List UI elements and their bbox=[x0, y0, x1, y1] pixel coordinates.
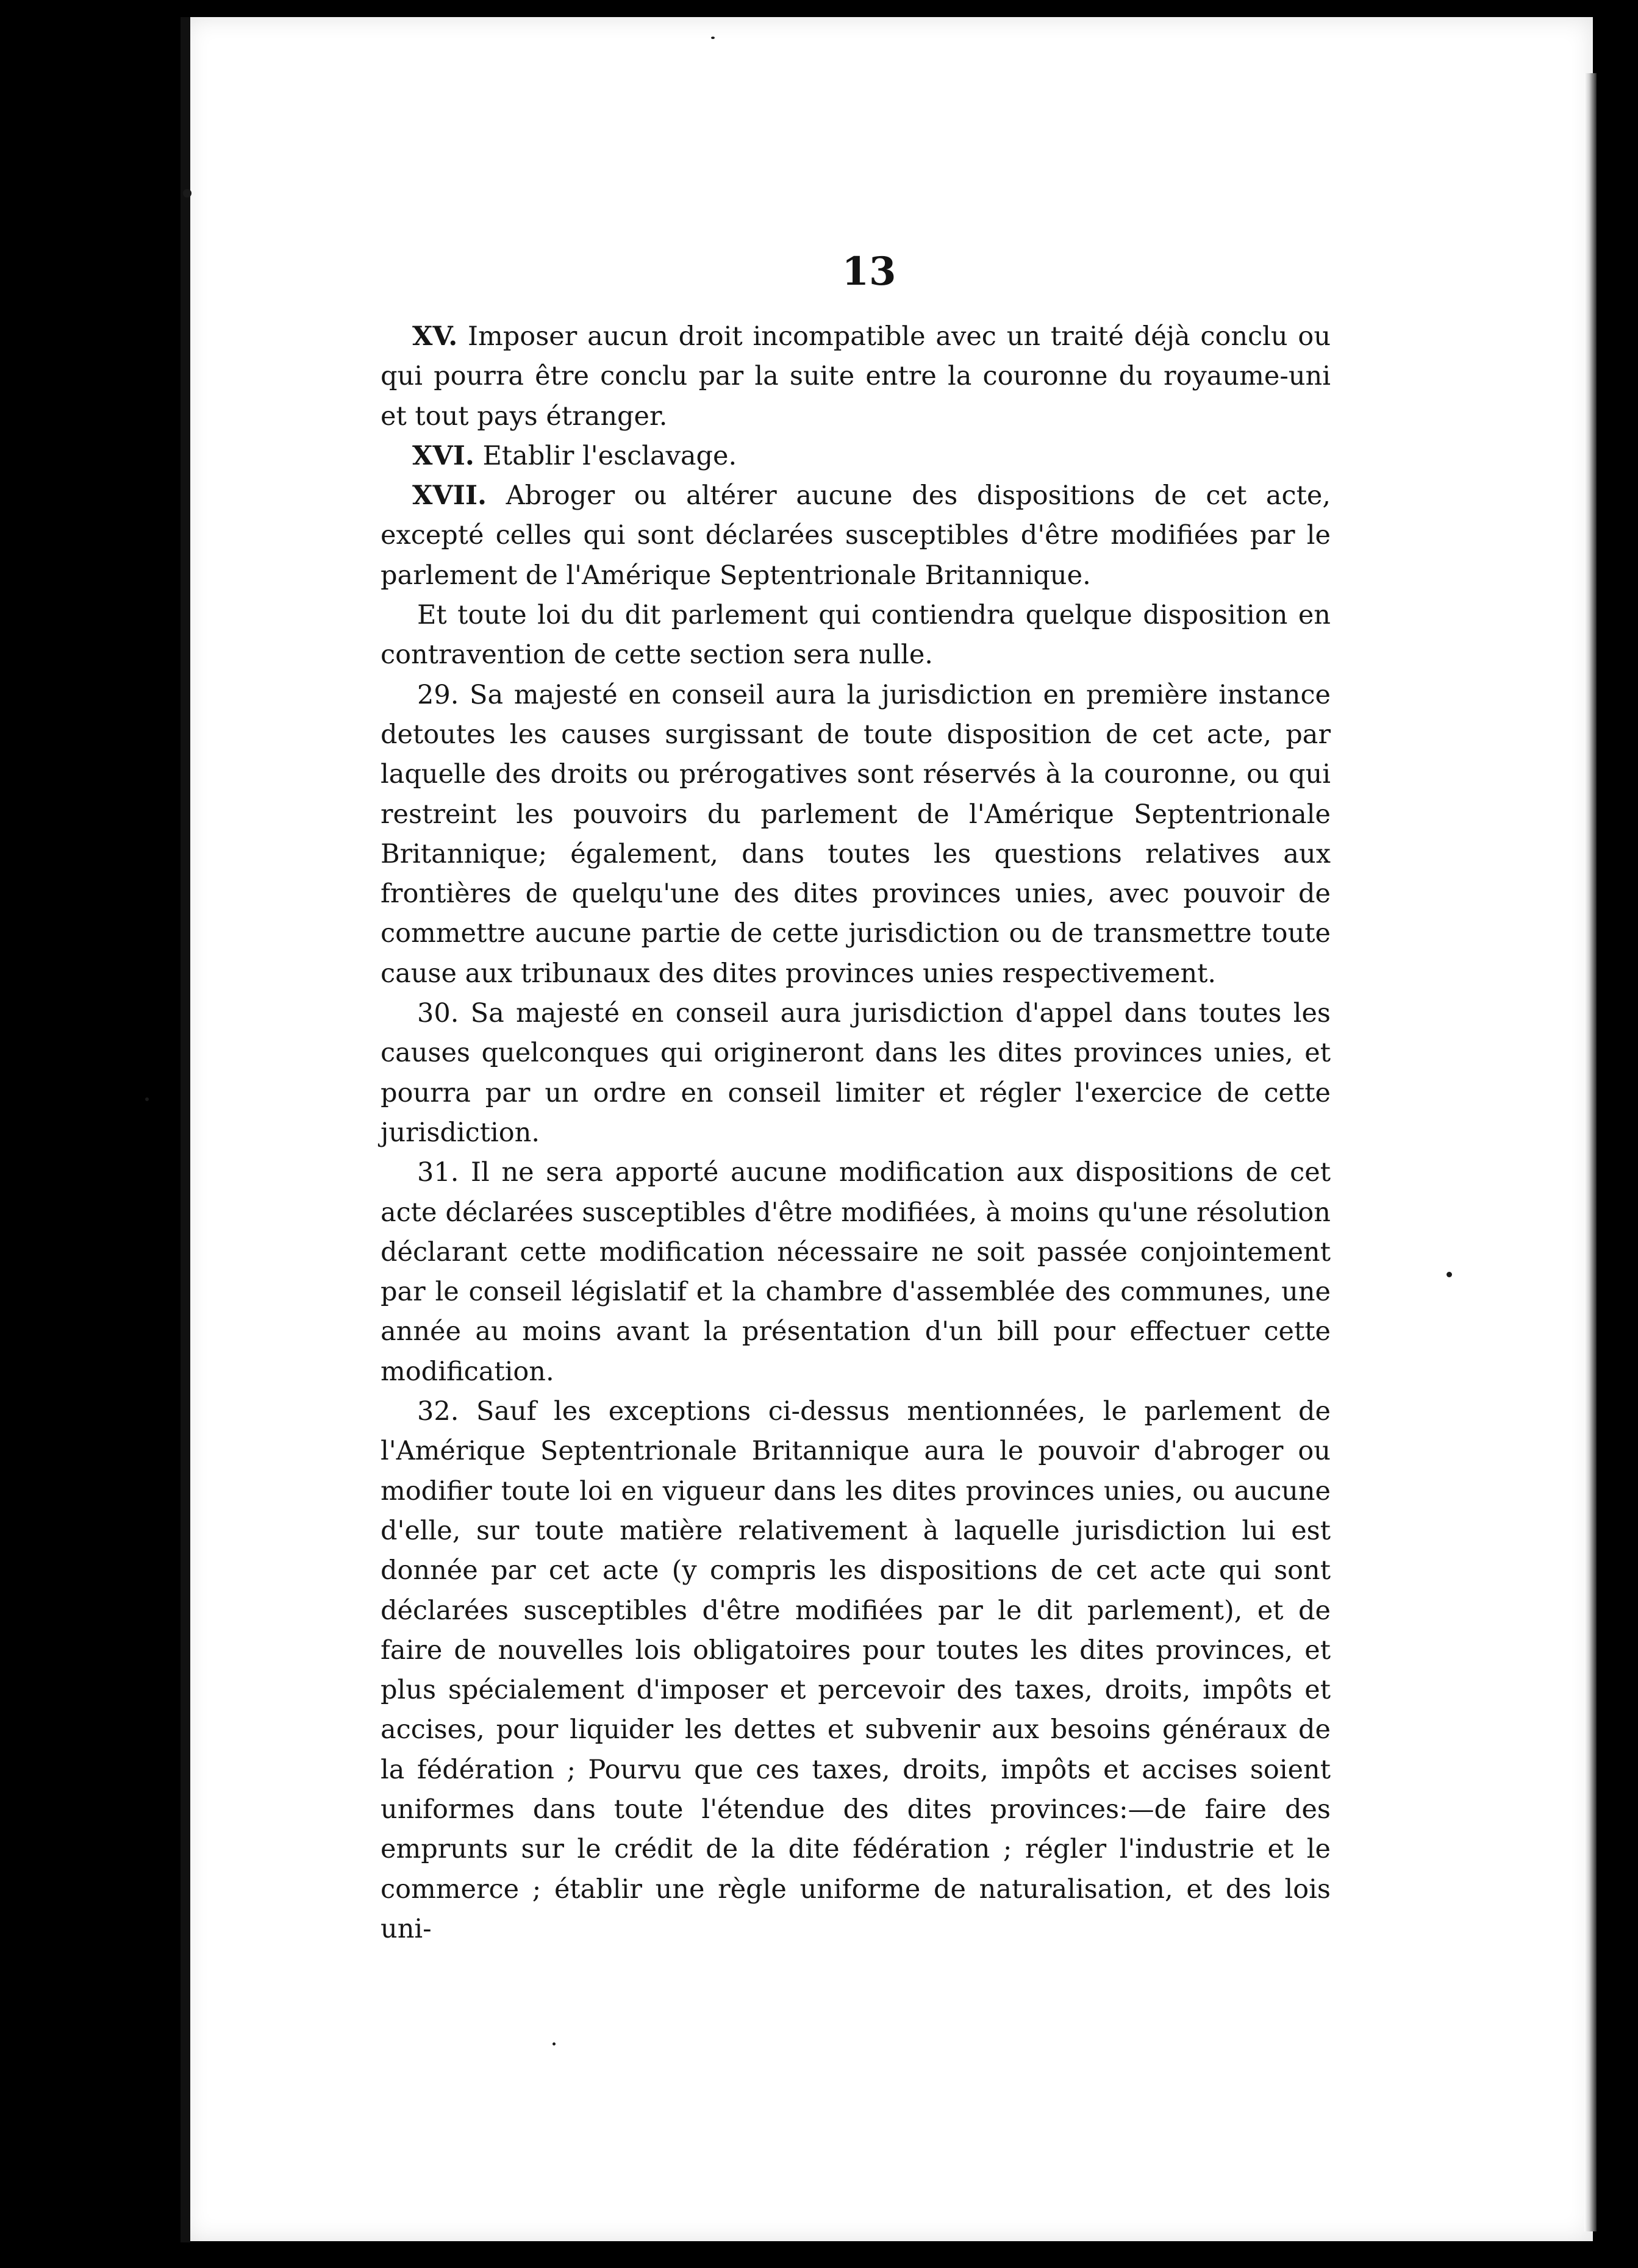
paragraph-xvii bbox=[381, 476, 1331, 596]
section-label: 31. bbox=[417, 1157, 459, 1188]
section-label: 30. bbox=[417, 998, 459, 1029]
paragraph-text: Sa majesté en conseil aura jurisdiction d'appel dans toutes les causes quelconques qui origineront dans les dites provinces unies, et pourra par un ordre en conseil limiter et régler l'exercice de cette jurisdiction. bbox=[381, 998, 1331, 1148]
paragraph-text: Il ne sera apporté aucune modification aux dispositions de cet acte déclarées susceptibles d'être modifiées, à moins qu'une résolution déclarant cette modification nécessaire ne soit passée conjointement par le conseil législatif et la chambre d'assemblée des communes, une année au moins avant la présentation d'un bill pour effectuer cette modification. bbox=[381, 1157, 1331, 1387]
paragraph-30 bbox=[381, 994, 1331, 1153]
paragraph-text: Abroger ou altérer aucune des dispositions de cet acte, excepté celles qui sont déclarées susceptibles d'être modifiées par le parlement de l'Amérique Septentrionale Britannique. bbox=[381, 480, 1331, 591]
paragraph-32 bbox=[381, 1392, 1331, 1949]
speck-mark bbox=[553, 2042, 556, 2045]
paragraph-xv bbox=[381, 317, 1331, 437]
page-edge-shadow bbox=[1584, 73, 1597, 2231]
paragraph-text: Etablir l'esclavage. bbox=[482, 440, 737, 471]
paragraph-xvi bbox=[381, 437, 1331, 476]
section-label: 32. bbox=[417, 1396, 459, 1427]
paragraph-29 bbox=[381, 676, 1331, 994]
paragraph-31 bbox=[381, 1153, 1331, 1392]
paragraph-text: Et toute loi du dit parlement qui contiendra quelque disposition en contravention de cette section sera nulle. bbox=[381, 600, 1331, 671]
speck-mark bbox=[145, 1097, 149, 1101]
speck-mark bbox=[183, 189, 191, 198]
section-label: 29. bbox=[417, 679, 459, 710]
paragraph-text: Imposer aucun droit incompatible avec un traité déjà conclu ou qui pourra être conclu par la suite entre la couronne du royaume-uni et tout pays étranger. bbox=[381, 321, 1331, 432]
paragraph-text: Sauf les exceptions ci-dessus mentionnées, le parlement de l'Amérique Septentrionale Britannique aura le pouvoir d'abroger ou modifier toute loi en vigueur dans les dites provinces unies, ou aucune d'elle, sur toute matière relativement à laquelle jurisdiction lui est donnée par cet acte (y compris les dispositions de cet acte qui sont déclarées susceptibles d'être modifiées par le dit parlement), et de faire de nouvelles lois obligatoires pour toutes les dites provinces, et plus spécialement d'imposer et percevoir des taxes, droits, impôts et accises, pour liquider les dettes et subvenir aux besoins généraux de la fédération ; Pourvu que ces taxes, droits, impôts et accises soient uniformes dans toute l'étendue des dites provinces:—de faire des emprunts sur le crédit de la dite fédération ; régler l'industrie et le commerce ; établir une règle uniforme de naturalisation, et des lois uni- bbox=[381, 1396, 1331, 1944]
section-label: XV. bbox=[412, 321, 458, 352]
speck-mark bbox=[711, 37, 715, 39]
paragraph-text: Sa majesté en conseil aura la jurisdiction en première instance detoutes les causes surgissant de toute disposition de cet acte, par laquelle des droits ou prérogatives sont réservés à la couronne, ou qui restreint les pouvoirs du parlement de l'Amérique Septentrionale Britannique; également, dans toutes les questions relatives aux frontières de quelqu'une des dites provinces unies, avec pouvoir de commettre aucune partie de cette jurisdiction ou de transmettre toute cause aux tribunaux des dites provinces unies respectivement. bbox=[381, 679, 1331, 989]
page-body bbox=[381, 317, 1331, 1949]
section-label: XVI. bbox=[412, 440, 474, 471]
page-number: 13 bbox=[842, 249, 896, 294]
paragraph-nullity-clause bbox=[381, 596, 1331, 676]
speck-mark bbox=[1447, 1272, 1452, 1277]
section-label: XVII. bbox=[412, 480, 487, 512]
binding-edge bbox=[181, 17, 190, 2242]
